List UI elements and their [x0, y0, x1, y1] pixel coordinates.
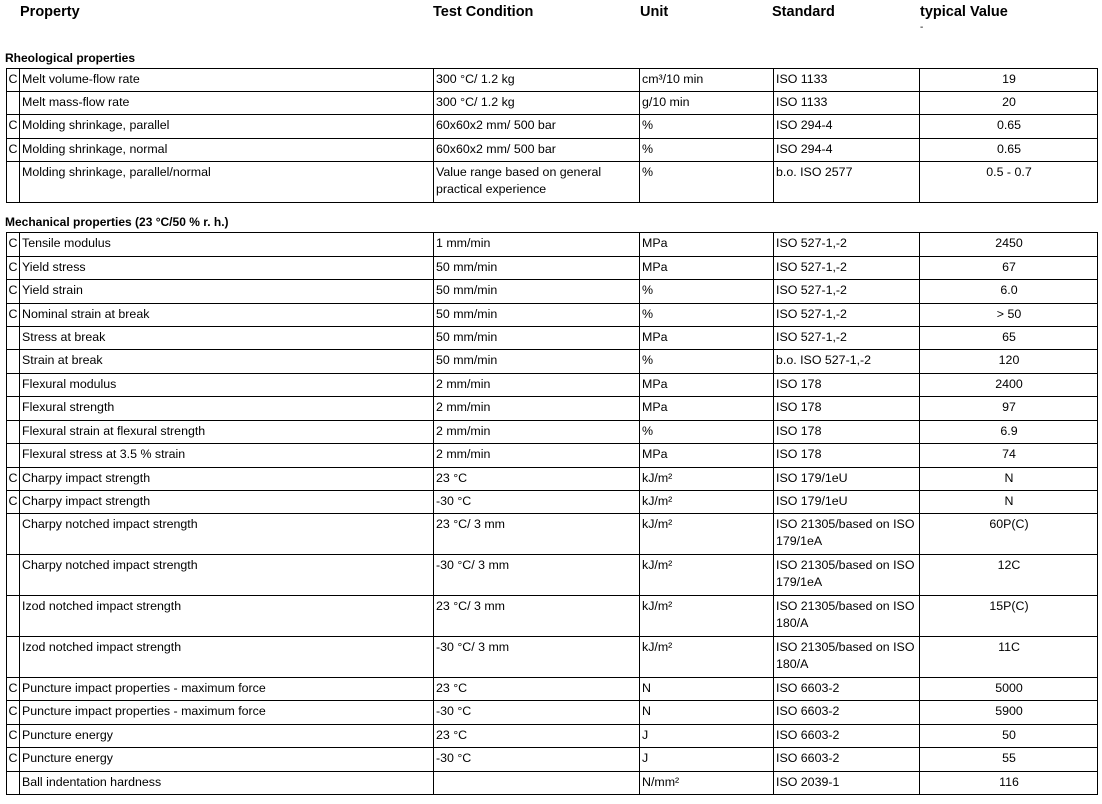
- row-test-condition: 60x60x2 mm/ 500 bar: [434, 115, 640, 139]
- row-unit: kJ/m²: [640, 514, 774, 555]
- row-typical-value: 0.65: [920, 139, 1098, 162]
- row-standard: ISO 179/1eU: [774, 491, 920, 514]
- row-typical-value: 67: [920, 257, 1098, 280]
- table-row: [7, 304, 1098, 327]
- row-standard: ISO 178: [774, 374, 920, 397]
- row-standard: ISO 178: [774, 444, 920, 468]
- row-unit: MPa: [640, 444, 774, 468]
- row-typical-value: 97: [920, 397, 1098, 421]
- row-standard: ISO 21305/based on ISO 179/1eA: [774, 514, 920, 555]
- row-property: Izod notched impact strength: [20, 596, 434, 637]
- row-test-condition: -30 °C/ 3 mm: [434, 555, 640, 596]
- row-typical-value: N: [920, 491, 1098, 514]
- row-property: Yield stress: [20, 257, 434, 280]
- row-test-condition: 50 mm/min: [434, 280, 640, 304]
- row-unit: g/10 min: [640, 92, 774, 115]
- row-property: Puncture impact properties - maximum force: [20, 678, 434, 701]
- row-unit: kJ/m²: [640, 491, 774, 514]
- row-standard: ISO 527-1,-2: [774, 304, 920, 327]
- row-test-condition: 23 °C: [434, 678, 640, 701]
- table-row: [7, 678, 1098, 701]
- table-row: [7, 374, 1098, 397]
- table-row: [7, 637, 1098, 678]
- row-unit: N/mm²: [640, 772, 774, 795]
- row-property: Yield strain: [20, 280, 434, 304]
- row-unit: %: [640, 162, 774, 203]
- row-test-condition: 23 °C/ 3 mm: [434, 596, 640, 637]
- row-unit: N: [640, 701, 774, 725]
- row-typical-value: 6.0: [920, 280, 1098, 304]
- row-standard: ISO 21305/based on ISO 180/A: [774, 596, 920, 637]
- row-flag: C: [7, 468, 20, 491]
- row-standard: ISO 6603-2: [774, 748, 920, 772]
- row-standard: ISO 6603-2: [774, 701, 920, 725]
- table-row: [7, 139, 1098, 162]
- row-flag: C: [7, 725, 20, 748]
- row-test-condition: 23 °C: [434, 468, 640, 491]
- section-title-rheological: Rheological properties: [5, 51, 136, 65]
- table-row: [7, 280, 1098, 304]
- row-test-condition: 50 mm/min: [434, 304, 640, 327]
- row-test-condition: -30 °C/ 3 mm: [434, 637, 640, 678]
- row-property: Nominal strain at break: [20, 304, 434, 327]
- row-test-condition: 23 °C/ 3 mm: [434, 514, 640, 555]
- row-typical-value: 65: [920, 327, 1098, 350]
- row-property: Puncture energy: [20, 748, 434, 772]
- row-flag: C: [7, 748, 20, 772]
- mechanical-table: [6, 232, 1098, 795]
- row-flag: [7, 555, 20, 596]
- table-row: [7, 397, 1098, 421]
- row-property: Charpy impact strength: [20, 468, 434, 491]
- table-row: [7, 701, 1098, 725]
- row-typical-value: 2400: [920, 374, 1098, 397]
- table-row: [7, 92, 1098, 115]
- row-typical-value: 120: [920, 350, 1098, 374]
- row-standard: ISO 1133: [774, 69, 920, 92]
- row-flag: [7, 350, 20, 374]
- row-property: Puncture energy: [20, 725, 434, 748]
- table-row: [7, 350, 1098, 374]
- row-typical-value: 5900: [920, 701, 1098, 725]
- row-property: Strain at break: [20, 350, 434, 374]
- row-typical-value: 2450: [920, 233, 1098, 257]
- table-row: [7, 514, 1098, 555]
- row-standard: ISO 527-1,-2: [774, 233, 920, 257]
- row-flag: C: [7, 701, 20, 725]
- row-typical-value: 5000: [920, 678, 1098, 701]
- row-typical-value: 50: [920, 725, 1098, 748]
- row-test-condition: [434, 772, 640, 795]
- row-test-condition: -30 °C: [434, 701, 640, 725]
- row-typical-value: 6.9: [920, 421, 1098, 444]
- row-test-condition: 300 °C/ 1.2 kg: [434, 69, 640, 92]
- row-flag: C: [7, 280, 20, 304]
- row-property: Charpy notched impact strength: [20, 555, 434, 596]
- table-row: [7, 257, 1098, 280]
- row-unit: MPa: [640, 233, 774, 257]
- row-test-condition: 60x60x2 mm/ 500 bar: [434, 139, 640, 162]
- row-flag: C: [7, 115, 20, 139]
- row-test-condition: 2 mm/min: [434, 444, 640, 468]
- row-flag: [7, 421, 20, 444]
- row-test-condition: 2 mm/min: [434, 374, 640, 397]
- row-unit: MPa: [640, 397, 774, 421]
- row-flag: [7, 162, 20, 203]
- header-typical-value-sub: -: [920, 22, 924, 33]
- row-standard: b.o. ISO 527-1,-2: [774, 350, 920, 374]
- row-unit: MPa: [640, 374, 774, 397]
- row-standard: ISO 294-4: [774, 139, 920, 162]
- row-typical-value: 116: [920, 772, 1098, 795]
- row-typical-value: > 50: [920, 304, 1098, 327]
- row-unit: %: [640, 350, 774, 374]
- table-row: [7, 725, 1098, 748]
- row-standard: ISO 6603-2: [774, 725, 920, 748]
- row-test-condition: -30 °C: [434, 748, 640, 772]
- row-unit: J: [640, 725, 774, 748]
- row-flag: [7, 637, 20, 678]
- row-unit: MPa: [640, 257, 774, 280]
- header-standard: Standard: [772, 4, 835, 20]
- row-property: Flexural stress at 3.5 % strain: [20, 444, 434, 468]
- header-typical-value: typical Value: [920, 4, 1008, 20]
- row-unit: %: [640, 280, 774, 304]
- row-flag: C: [7, 304, 20, 327]
- row-test-condition: 300 °C/ 1.2 kg: [434, 92, 640, 115]
- row-typical-value: 0.5 - 0.7: [920, 162, 1098, 203]
- row-standard: ISO 2039-1: [774, 772, 920, 795]
- table-row: [7, 468, 1098, 491]
- row-unit: kJ/m²: [640, 555, 774, 596]
- row-property: Ball indentation hardness: [20, 772, 434, 795]
- row-standard: ISO 527-1,-2: [774, 327, 920, 350]
- row-typical-value: N: [920, 468, 1098, 491]
- row-unit: %: [640, 304, 774, 327]
- row-property: Flexural strain at flexural strength: [20, 421, 434, 444]
- row-test-condition: 2 mm/min: [434, 397, 640, 421]
- row-flag: [7, 374, 20, 397]
- table-row: [7, 69, 1098, 92]
- row-unit: %: [640, 421, 774, 444]
- row-flag: C: [7, 678, 20, 701]
- row-flag: C: [7, 233, 20, 257]
- header-unit: Unit: [640, 4, 669, 20]
- row-test-condition: 23 °C: [434, 725, 640, 748]
- row-flag: C: [7, 491, 20, 514]
- row-test-condition: Value range based on general practical experience: [434, 162, 640, 203]
- row-test-condition: 2 mm/min: [434, 421, 640, 444]
- row-flag: [7, 92, 20, 115]
- row-unit: kJ/m²: [640, 637, 774, 678]
- row-unit: cm³/10 min: [640, 69, 774, 92]
- row-property: Stress at break: [20, 327, 434, 350]
- row-standard: ISO 179/1eU: [774, 468, 920, 491]
- row-typical-value: 60P(C): [920, 514, 1098, 555]
- row-property: Charpy notched impact strength: [20, 514, 434, 555]
- table-row: [7, 596, 1098, 637]
- row-unit: J: [640, 748, 774, 772]
- row-property: Flexural strength: [20, 397, 434, 421]
- table-row: [7, 555, 1098, 596]
- row-standard: ISO 21305/based on ISO 180/A: [774, 637, 920, 678]
- row-property: Melt mass-flow rate: [20, 92, 434, 115]
- table-row: [7, 421, 1098, 444]
- rheological-table: [6, 68, 1098, 203]
- row-standard: ISO 21305/based on ISO 179/1eA: [774, 555, 920, 596]
- row-flag: C: [7, 257, 20, 280]
- row-test-condition: 50 mm/min: [434, 327, 640, 350]
- row-property: Charpy impact strength: [20, 491, 434, 514]
- row-property: Molding shrinkage, normal: [20, 139, 434, 162]
- row-typical-value: 15P(C): [920, 596, 1098, 637]
- row-unit: %: [640, 139, 774, 162]
- row-standard: ISO 294-4: [774, 115, 920, 139]
- row-standard: ISO 178: [774, 421, 920, 444]
- row-standard: ISO 527-1,-2: [774, 257, 920, 280]
- row-typical-value: 55: [920, 748, 1098, 772]
- table-row: [7, 115, 1098, 139]
- row-test-condition: -30 °C: [434, 491, 640, 514]
- table-row: [7, 772, 1098, 795]
- header-property: Property: [20, 4, 80, 20]
- row-property: Tensile modulus: [20, 233, 434, 257]
- row-flag: [7, 596, 20, 637]
- row-flag: [7, 444, 20, 468]
- row-property: Molding shrinkage, parallel/normal: [20, 162, 434, 203]
- row-unit: kJ/m²: [640, 468, 774, 491]
- section-title-mechanical: Mechanical properties (23 °C/50 % r. h.): [5, 215, 229, 229]
- row-flag: [7, 327, 20, 350]
- row-unit: %: [640, 115, 774, 139]
- table-row: [7, 233, 1098, 257]
- row-flag: [7, 397, 20, 421]
- table-row: [7, 444, 1098, 468]
- row-unit: MPa: [640, 327, 774, 350]
- row-typical-value: 74: [920, 444, 1098, 468]
- row-flag: [7, 514, 20, 555]
- row-standard: ISO 527-1,-2: [774, 280, 920, 304]
- row-typical-value: 11C: [920, 637, 1098, 678]
- row-typical-value: 19: [920, 69, 1098, 92]
- row-standard: ISO 1133: [774, 92, 920, 115]
- row-typical-value: 12C: [920, 555, 1098, 596]
- row-property: Izod notched impact strength: [20, 637, 434, 678]
- table-row: [7, 162, 1098, 203]
- row-standard: b.o. ISO 2577: [774, 162, 920, 203]
- row-typical-value: 20: [920, 92, 1098, 115]
- row-unit: kJ/m²: [640, 596, 774, 637]
- row-test-condition: 50 mm/min: [434, 350, 640, 374]
- row-test-condition: 1 mm/min: [434, 233, 640, 257]
- header-test-condition: Test Condition: [433, 4, 534, 20]
- row-flag: C: [7, 139, 20, 162]
- row-typical-value: 0.65: [920, 115, 1098, 139]
- row-property: Flexural modulus: [20, 374, 434, 397]
- row-standard: ISO 6603-2: [774, 678, 920, 701]
- table-row: [7, 748, 1098, 772]
- table-row: [7, 491, 1098, 514]
- row-standard: ISO 178: [774, 397, 920, 421]
- row-property: Puncture impact properties - maximum force: [20, 701, 434, 725]
- row-property: Molding shrinkage, parallel: [20, 115, 434, 139]
- row-property: Melt volume-flow rate: [20, 69, 434, 92]
- table-row: [7, 327, 1098, 350]
- row-unit: N: [640, 678, 774, 701]
- row-flag: [7, 772, 20, 795]
- row-flag: C: [7, 69, 20, 92]
- row-test-condition: 50 mm/min: [434, 257, 640, 280]
